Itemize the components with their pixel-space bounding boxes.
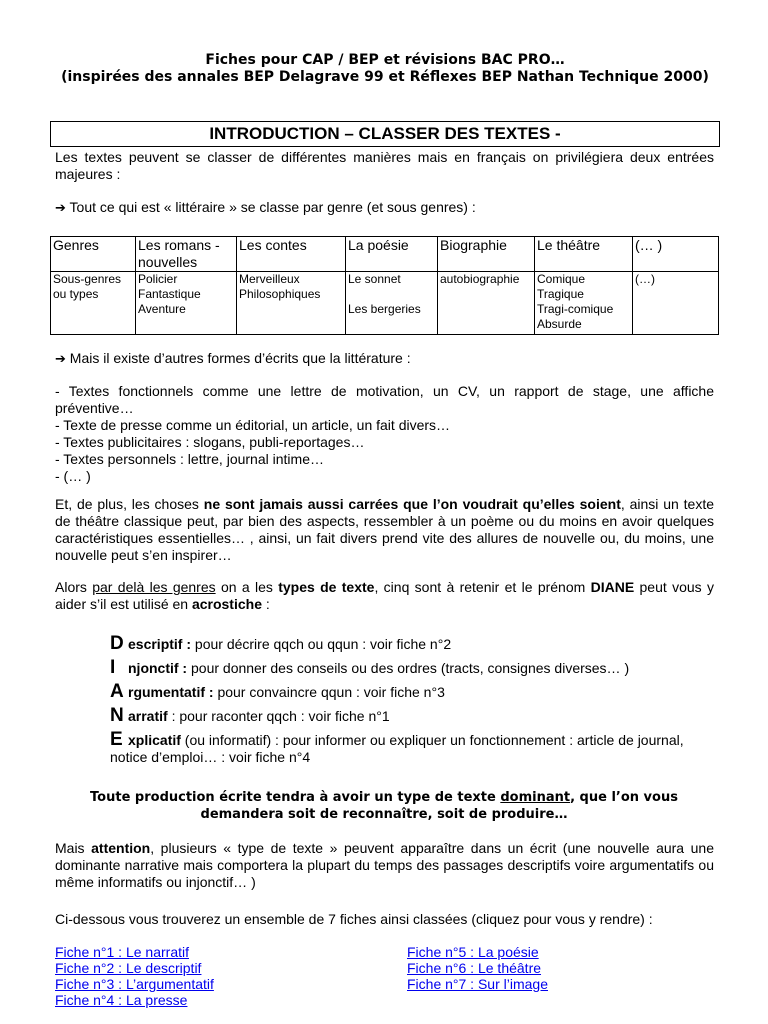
text-run: Alors (55, 579, 93, 595)
table-cell-poesie (346, 272, 438, 335)
document-header (50, 52, 720, 86)
acrostic-text: (ou informatif) : pour informer ou expliquer un fonctionnement : article de journal, notice d’emploi… : voir fiche n°4 (110, 732, 684, 765)
acrostic-d (110, 635, 720, 653)
acrostic-n (110, 707, 720, 725)
table-cell-romans (136, 272, 237, 335)
acrostic-word: arratif (128, 708, 168, 724)
table-cell-row-label: Sous-genres ou types (51, 272, 136, 335)
list-item: - Textes fonctionnels comme une lettre de motivation, un CV, un rapport de stage, une affiche préventive… (55, 383, 714, 416)
cell-line: Philosophiques (239, 287, 321, 301)
bold-text: attention (91, 840, 151, 856)
text-run: on a les (215, 579, 279, 595)
text-run: : (262, 596, 270, 612)
bold-text: types de texte (278, 579, 375, 595)
bold-text: ne sont jamais aussi carrées que l’on voudrait qu’elles soient (203, 496, 621, 512)
table-header-cell: Les contes (237, 237, 346, 272)
cell-line: Le sonnet (348, 272, 401, 286)
links-column-right (407, 944, 548, 992)
cell-line: Fantastique (138, 287, 201, 301)
paragraph-et-de-plus (55, 496, 714, 564)
cell-line: Policier (138, 272, 178, 286)
acrostic-text: pour décrire qqch ou qqun : voir fiche n°2 (191, 636, 452, 652)
table-row (51, 272, 719, 335)
cell-line: Les bergeries (348, 302, 421, 316)
underlined-text: dominant (500, 790, 571, 805)
underlined-text: par delà les genres (92, 579, 216, 595)
link-fiche-4[interactable]: Fiche n°4 : La presse (55, 992, 188, 1008)
arrow-icon: ➔ (55, 352, 66, 367)
arrow-text-autres: Mais il existe d’autres formes d’écrits que la littérature : (65, 350, 411, 366)
forms-list (55, 383, 714, 485)
acrostic-e (110, 731, 720, 766)
text-run: peut vous y aider s’il est utilisé en (55, 579, 714, 612)
acrostic-word: xplicatif (128, 732, 181, 748)
table-header-cell: Le théâtre (535, 237, 633, 272)
genres-table (50, 236, 719, 335)
cell-line: Absurde (537, 317, 582, 331)
link-fiche-2[interactable]: Fiche n°2 : Le descriptif (55, 960, 202, 976)
list-item: - Textes publicitaires : slogans, publi-reportages… (55, 434, 365, 450)
list-item: - (… ) (55, 468, 91, 484)
link-fiche-3[interactable]: Fiche n°3 : L’argumentatif (55, 976, 214, 992)
table-cell-biographie: autobiographie (438, 272, 535, 335)
link-fiche-6[interactable]: Fiche n°6 : Le théâtre (407, 960, 542, 976)
arrow-paragraph-litteraire (55, 199, 714, 217)
acrostic-i (110, 659, 720, 677)
bold-text: DIANE (590, 579, 635, 595)
table-cell-etc: (…) (633, 272, 719, 335)
page-title: INTRODUCTION – CLASSER DES TEXTES - (50, 121, 720, 147)
conclusion-statement (70, 789, 698, 823)
paragraph-mais (55, 840, 714, 891)
header-line-2: (inspirées des annales BEP Delagrave 99 et Réflexes BEP Nathan Technique 2000) (61, 69, 709, 85)
text-run: Toute production écrite tendra à avoir un type de texte (90, 790, 501, 805)
cell-line: Aventure (138, 302, 186, 316)
text-run: Mais (55, 840, 92, 856)
cell-line: Comique (537, 272, 586, 286)
list-item: - Textes personnels : lettre, journal intime… (55, 451, 324, 467)
acrostic-letter: I (110, 657, 116, 678)
text-run: Et, de plus, les choses (55, 496, 204, 512)
acrostic-word: rgumentatif : (128, 684, 214, 700)
header-line-1: Fiches pour CAP / BEP et révisions BAC PRO… (205, 52, 565, 68)
table-header-cell: Biographie (438, 237, 535, 272)
table-cell-theatre (535, 272, 633, 335)
acrostic-text: pour convaincre qqun : voir fiche n°3 (213, 684, 445, 700)
text-run: , plusieurs « type de texte » peuvent apparaître dans un écrit (une nouvelle aura une dominante narrative mais comportera la plupart du temps des passages descriptifs voire argumentatifs ou même informatifs ou injonctif… ) (55, 840, 714, 890)
table-header-row (51, 237, 719, 272)
links-column-left (55, 944, 214, 1008)
bold-text: acrostiche (191, 596, 262, 612)
acrostic-word: escriptif : (128, 636, 192, 652)
acrostic-letter: A (110, 681, 124, 702)
cell-line: Merveilleux (239, 272, 300, 286)
acrostic-letter: D (110, 633, 124, 654)
arrow-icon: ➔ (55, 201, 66, 216)
acrostic-word: njonctif : (128, 660, 188, 676)
arrow-text-litteraire: Tout ce qui est « littéraire » se classe par genre (et sous genres) : (65, 199, 476, 215)
paragraph-ci-dessous: Ci-dessous vous trouverez un ensemble de 7 fiches ainsi classées (cliquez pour vous y rendre) : (55, 911, 653, 927)
table-header-cell: Genres (51, 237, 136, 272)
link-fiche-7[interactable]: Fiche n°7 : Sur l’image (407, 976, 548, 992)
arrow-paragraph-autres (55, 350, 714, 368)
text-run: , ainsi un texte de théâtre classique peut, par bien des aspects, ressembler à un poème ou du moins en avoir quelques caractéristiques essentielles… , ainsi, un fait divers prend vite des allures de nouvelle ou, du moins, une nouvelle peut s’en inspirer… (55, 496, 715, 563)
link-fiche-1[interactable]: Fiche n°1 : Le narratif (55, 944, 189, 960)
paragraph-alors (55, 579, 714, 613)
text-run: , que l’on vous demandera soit de reconnaître, soit de produire… (200, 790, 678, 822)
cell-line: Tragi-comique (537, 302, 614, 316)
table-header-cell: Les romans - nouvelles (136, 237, 237, 272)
acrostic-text: pour donner des conseils ou des ordres (tracts, consignes diverses… ) (187, 660, 630, 676)
acrostic-a (110, 683, 720, 701)
table-cell-contes (237, 272, 346, 335)
table-header-cell: La poésie (346, 237, 438, 272)
intro-paragraph: Les textes peuvent se classer de différentes manières mais en français on privilégiera deux entrées majeures : (55, 149, 714, 182)
text-run: , cinq sont à retenir et le prénom (374, 579, 591, 595)
acrostic-letter: N (110, 705, 124, 726)
list-item: - Texte de presse comme un éditorial, un article, un fait divers… (55, 417, 451, 433)
acrostic-text: : pour raconter qqch : voir fiche n°1 (167, 708, 390, 724)
link-fiche-5[interactable]: Fiche n°5 : La poésie (407, 944, 539, 960)
cell-line: Tragique (537, 287, 584, 301)
table-header-cell: (… ) (633, 237, 719, 272)
acrostic-letter: E (110, 729, 123, 750)
